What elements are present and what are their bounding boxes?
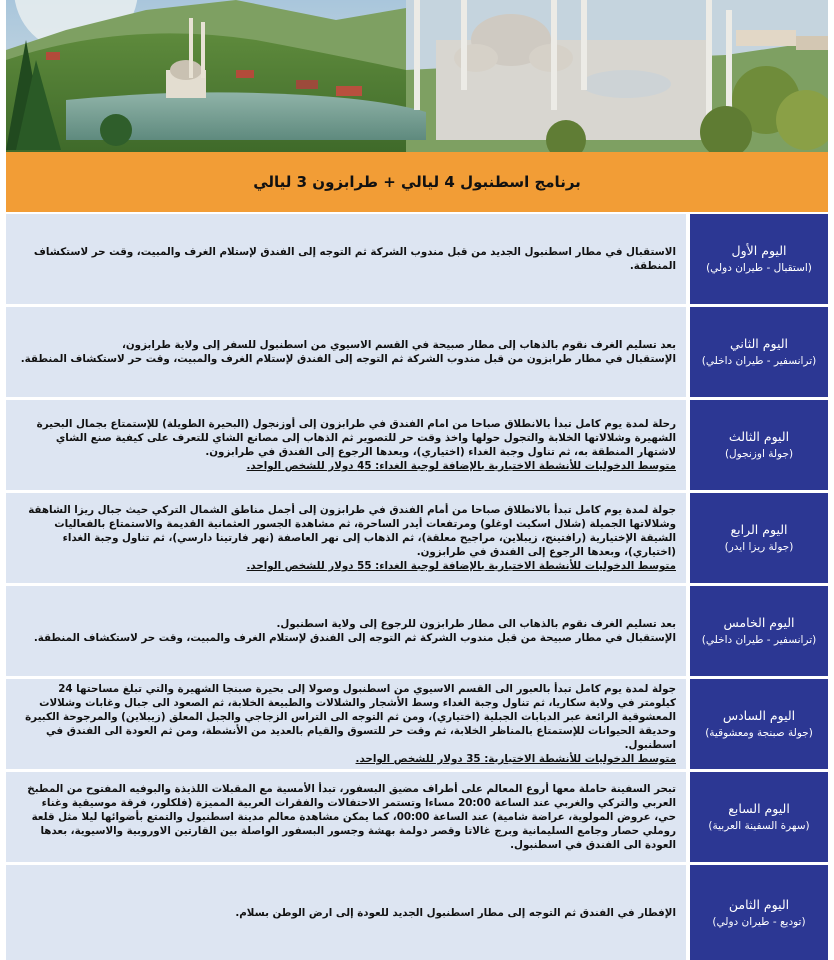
day-name: اليوم الثاني — [730, 336, 788, 351]
detail-line: بعد تسليم الغرف نقوم بالذهاب الى مطار طرابزون للرجوع إلى ولاية اسطنبول. — [276, 618, 676, 630]
detail-line: الإستقبال في مطار صبيحة من قبل مندوب الشركة ثم التوجه إلى الفندق لإستلام الغرف والمبيت، وقت حر لاستكشاف المنطقة. — [33, 632, 676, 644]
detail-line: تبحر السفينة حاملة معها أروع المعالم على أطراف مضيق البسفور، تبدأ الأمسية مع المقبلات اللذيذة والبوفيه المفتوح من المطبخ العربي والتركي والغربي عند الساعة 20:00 مساءا وتستمر الاحتفالات والفقرات العربية المميزة (فلكلور، فرقة موسيقية وغناء حي، عروض المولوية، عراضة شامية) عند الساعة 00:00، كما يمكن مشاهدة معالم مدينة اسطنبول والتمتع بأضوائها ليلا مثل قلعة روملي حصار وجامع السليمانية وبرج غالاتا وقصر دولمة بهشة وجسور البسفور الواصلة بين القارتين الاوروبية والاسيوية، بعدها العودة الى الفندق في اسطنبول. — [27, 783, 676, 851]
hero-photo — [6, 0, 828, 152]
day-subtitle: (جولة ريزا ايدر) — [724, 541, 794, 553]
day-subtitle: (سهرة السفينة العربية) — [708, 820, 810, 832]
day-details — [6, 679, 686, 769]
day-label — [690, 679, 828, 769]
cost-note: متوسط الدخوليات للأنشطة الاختيارية: 35 دولار للشخص الواحد. — [355, 753, 676, 765]
day-row-4 — [6, 493, 828, 583]
day-details — [6, 493, 686, 583]
day-row-7 — [6, 772, 828, 862]
istanbul-trabzon-photo — [6, 0, 828, 152]
day-subtitle: (توديع - طيران دولي) — [712, 915, 806, 928]
day-label — [690, 865, 828, 960]
detail-line: رحلة لمدة يوم كامل تبدأ بالانطلاق صباحا من امام الفندق في طرابزون إلى أوزنجول (البحيرة الطويلة) للإستمتاع بجمال البحيرة الشهيرة وشلالاتها الخلابة والتجول حولها واخذ وقت حر للتصوير ثم الذهاب إلى مصانع الشاي للتعرف على كيفية صنع الشاي لاشتهار المنطقة به، ثم تناول وجبة الغداء (اختياري)، وبعدها الرجوع إلى الفندق في طرابزون. — [36, 418, 676, 458]
day-label — [690, 586, 828, 676]
detail-line: جولة لمدة يوم كامل تبدأ بالانطلاق صباحا من أمام الفندق في طرابزون إلى أجمل مناطق الشمال التركي حيث جبال ريزا الشاهقة وشلالاتها الجميلة (شلال اسكيت اوغلو) ومرتفعات أيدر الساحرة، ثم مشاهدة الجسور العثمانية القديمة والاستمتاع بالفعاليات الشيقة الإختيارية (رافتينج، زيبلاين، مراجيح معلقة)، ثم الذهاب إلى نهر العاصفة (نهر فارتينا دارسي)، ثم تناول وجبة الغداء (اختياري)، وبعدها الرجوع إلى الفندق في طرابزون. — [28, 504, 676, 558]
day-row-5 — [6, 586, 828, 676]
day-name: اليوم الثالث — [728, 429, 790, 444]
day-label — [690, 493, 828, 583]
day-name: اليوم الأول — [731, 243, 787, 258]
day-row-8 — [6, 865, 828, 960]
detail-line: الإستقبال في مطار طرابزون من قبل مندوب الشركة ثم التوجه إلى الفندق لإستلام الغرف والمبيت، وقت حر لاستكشاف المنطقة. — [20, 353, 676, 365]
day-subtitle: (ترانسفير - طيران داخلي) — [701, 634, 817, 646]
day-name: اليوم السابع — [728, 801, 790, 816]
day-row-1 — [6, 214, 828, 304]
detail-line: الاستقبال في مطار اسطنبول الجديد من قبل مندوب الشركة ثم التوجه إلى الفندق لإستلام الغرف والمبيت، وقت حر لاستكشاف المنطقة. — [33, 246, 676, 272]
day-row-3 — [6, 400, 828, 490]
day-details — [6, 214, 686, 304]
day-label — [690, 772, 828, 862]
day-name: اليوم الخامس — [723, 615, 795, 630]
day-name: اليوم الرابع — [730, 522, 788, 537]
day-name: اليوم السادس — [722, 708, 796, 723]
itinerary-table — [6, 212, 828, 960]
cost-note: متوسط الدخوليات للأنشطة الاختيارية بالإضافة لوجبة الغداء: 55 دولار للشخص الواحد. — [246, 560, 676, 572]
day-details — [6, 400, 686, 490]
day-label — [690, 400, 828, 490]
detail-line: الإفطار في الفندق ثم التوجه إلى مطار اسطنبول الجديد للعودة إلى ارض الوطن بسلام. — [235, 906, 676, 919]
detail-line: بعد تسليم الغرف نقوم بالذهاب إلى مطار صبيحة في القسم الاسيوي من اسطنبول للسفر إلى ولاية طرابزون، — [121, 339, 676, 351]
day-details — [6, 586, 686, 676]
day-details — [6, 772, 686, 862]
cost-note: متوسط الدخوليات للأنشطة الاختيارية بالإضافة لوجبة الغداء: 45 دولار للشخص الواحد. — [246, 460, 676, 472]
day-label — [690, 307, 828, 397]
day-details — [6, 865, 686, 960]
day-subtitle: (جولة صبنجة ومعشوقية) — [705, 727, 813, 739]
day-subtitle: (ترانسفير - طيران داخلي) — [701, 355, 817, 367]
day-subtitle: (جولة اوزنجول) — [724, 448, 794, 460]
day-row-6 — [6, 679, 828, 769]
day-label — [690, 214, 828, 304]
program-title: برنامج اسطنبول 4 ليالي + طرابزون 3 ليالي — [253, 173, 581, 191]
program-title-bar — [6, 152, 828, 212]
detail-line: جولة لمدة يوم كامل تبدأ بالعبور الى القسم الاسيوي من اسطنبول وصولا إلى بحيرة صبنجا الشهيرة والتي تبلغ مساحتها 24 كيلومتر في ولاية سكاريا، ثم تناول وجبة الغداء وسط الأشجار والشلالات والطبيعة الخلابة، ثم الصعود الى جبال وغابات وشلالات المعشوقية الرائعة عبر الدبابات الجبلية (اختياري)، ومن ثم التوجه الى التراس الزجاجي والجبل المعلق (زيبلاين) والمرجوحة الكبيرة وحديقة الحيوانات للإستمتاع بالمناظر الخلابة، ثم وقت حر للتسوق والقيام بالعديد من الأنشطة، ومن ثم العودة الى الفندق في اسطنبول. — [25, 683, 676, 751]
day-details — [6, 307, 686, 397]
day-row-2 — [6, 307, 828, 397]
day-subtitle: (استقبال - طيران دولي) — [706, 262, 812, 274]
day-name: اليوم الثامن — [728, 896, 790, 912]
